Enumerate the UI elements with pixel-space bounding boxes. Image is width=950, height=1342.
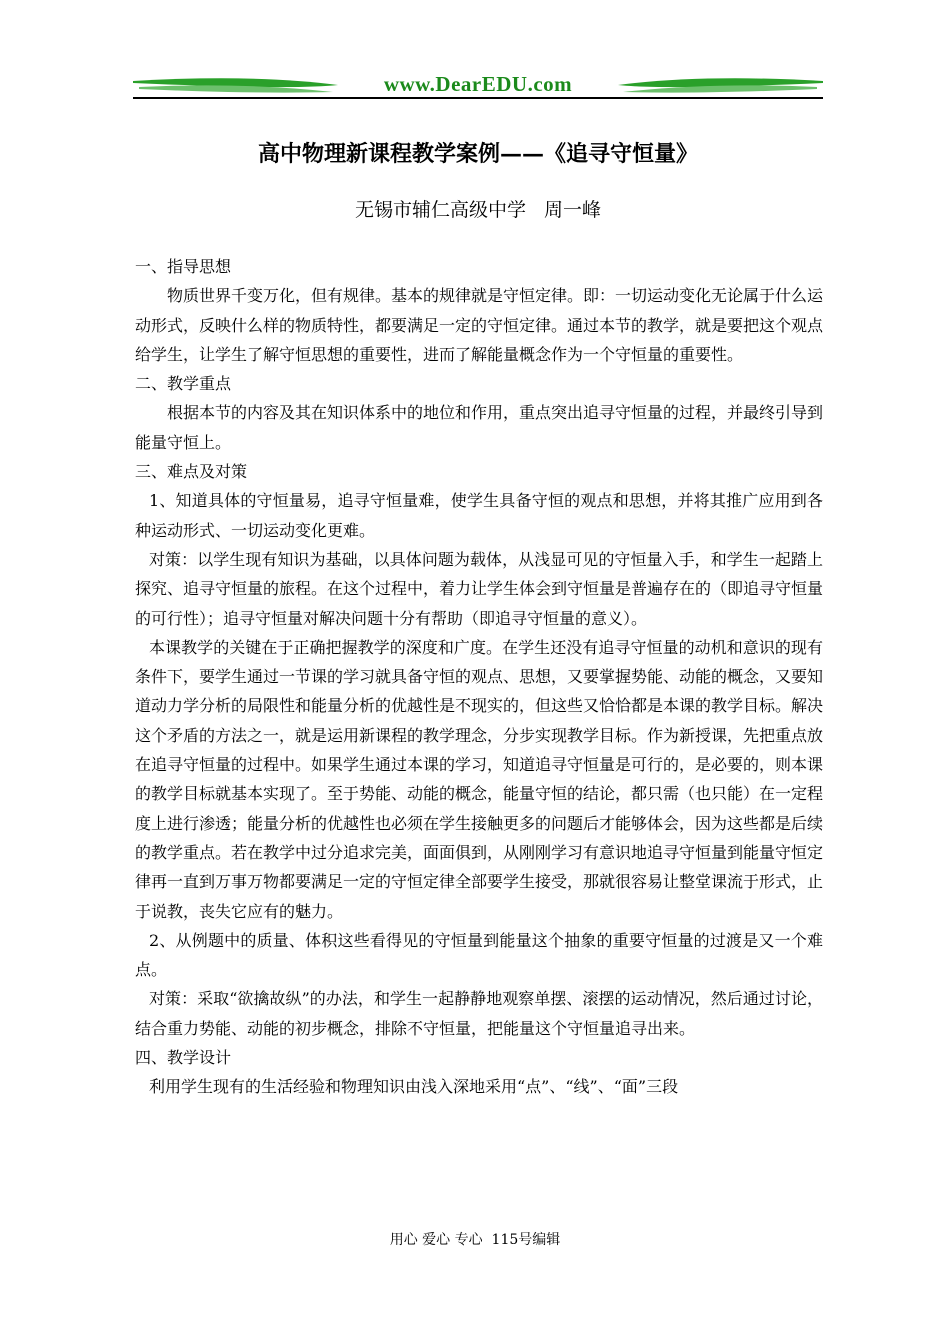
body-paragraph: 物质世界千变万化，但有规律。基本的规律就是守恒定律。即：一切运动变化无论属于什么运动形式，反映什么样的物质特性，都要满足一定的守恒定律。通过本节的教学，就是要把这个观点给学生，让学生了解守恒思想的重要性，进而了解能量概念作为一个守恒量的重要性。 — [135, 286, 824, 364]
body-paragraph: 2、从例题中的质量、体积这些看得见的守恒量到能量这个抽象的重要守恒量的过渡是又一个难点。 — [135, 930, 823, 980]
body-paragraph: 对策：以学生现有知识为基础，以具体问题为载体，从浅显可见的守恒量入手，和学生一起踏上探究、追寻守恒量的旅程。在这个过程中，着力让学生体会到守恒量是普遍存在的（即追寻守恒量的可行性）；追寻守恒量对解决问题十分有帮助（即追寻守恒量的意义）。 — [135, 549, 824, 628]
body-paragraph: 1、知道具体的守恒量易，追寻守恒量难，使学生具备守恒的观点和思想，并将其推广应用到各种运动形式、一切运动变化更难。 — [135, 491, 823, 540]
section-heading: 四、教学设计 — [135, 1048, 232, 1068]
document-title: 高中物理新课程教学案例——《追寻守恒量》 — [257, 141, 698, 167]
body-paragraph: 根据本节的内容及其在知识体系中的地位和作用，重点突出追寻守恒量的过程，并最终引导到能量守恒上。 — [135, 403, 824, 452]
header-divider — [133, 97, 823, 99]
page-footer: 用心 爱心 专心 115号编辑 — [389, 1232, 561, 1248]
section-heading: 一、指导思想 — [135, 257, 232, 276]
section-heading: 二、教学重点 — [135, 374, 232, 394]
body-paragraph: 本课教学的关键在于正确把握教学的深度和广度。在学生还没有追寻守恒量的动机和意识的现有条件下，要学生通过一节课的学习就具备守恒的观点、思想，又要掌握势能、动能的概念，又要知道动力学分析的局限性和能量分析的优越性是不现实的，但这些又恰恰都是本课的教学目标。解决这个矛盾的方法之一，就是运用新课程的教学理念，分步实现教学目标。作为新授课，先把重点放在追寻守恒量的过程中。如果学生通过本课的学习，知道追寻守恒量是可行的，是必要的，则本课的教学目标就基本实现了。至于势能、动能的概念，能量守恒的结论，都只需（也只能）在一定程度上进行渗透；能量分析的优越性也必须在学生接触更多的问题后才能够体会，因为这些都是后续的教学重点。若在教学中过分追求完美，面面俱到，从刚刚学习有意识地追寻守恒量到能量守恒定律再一直到万事万物都要满足一定的守恒定律全部要学生接受，那就很容易让整堂课流于形式，止于说教，丧失它应有的魅力。 — [135, 637, 824, 921]
section-heading: 三、难点及对策 — [135, 462, 248, 482]
author-line: 无锡市辅仁高级中学 周一峰 — [354, 199, 602, 221]
body-paragraph: 对策：采取“欲擒故纵”的办法，和学生一起静静地观察单摆、滚摆的运动情况，然后通过讨论，结合重力势能、动能的初步概念，排除不守恒量，把能量这个守恒量追寻出来。 — [135, 989, 823, 1038]
document-body — [135, 252, 823, 1102]
body-paragraph: 利用学生现有的生活经验和物理知识由浅入深地采用“点”、“线”、“面”三段 — [149, 1077, 679, 1097]
site-logo-text: www.DearEDU.com — [383, 72, 573, 96]
